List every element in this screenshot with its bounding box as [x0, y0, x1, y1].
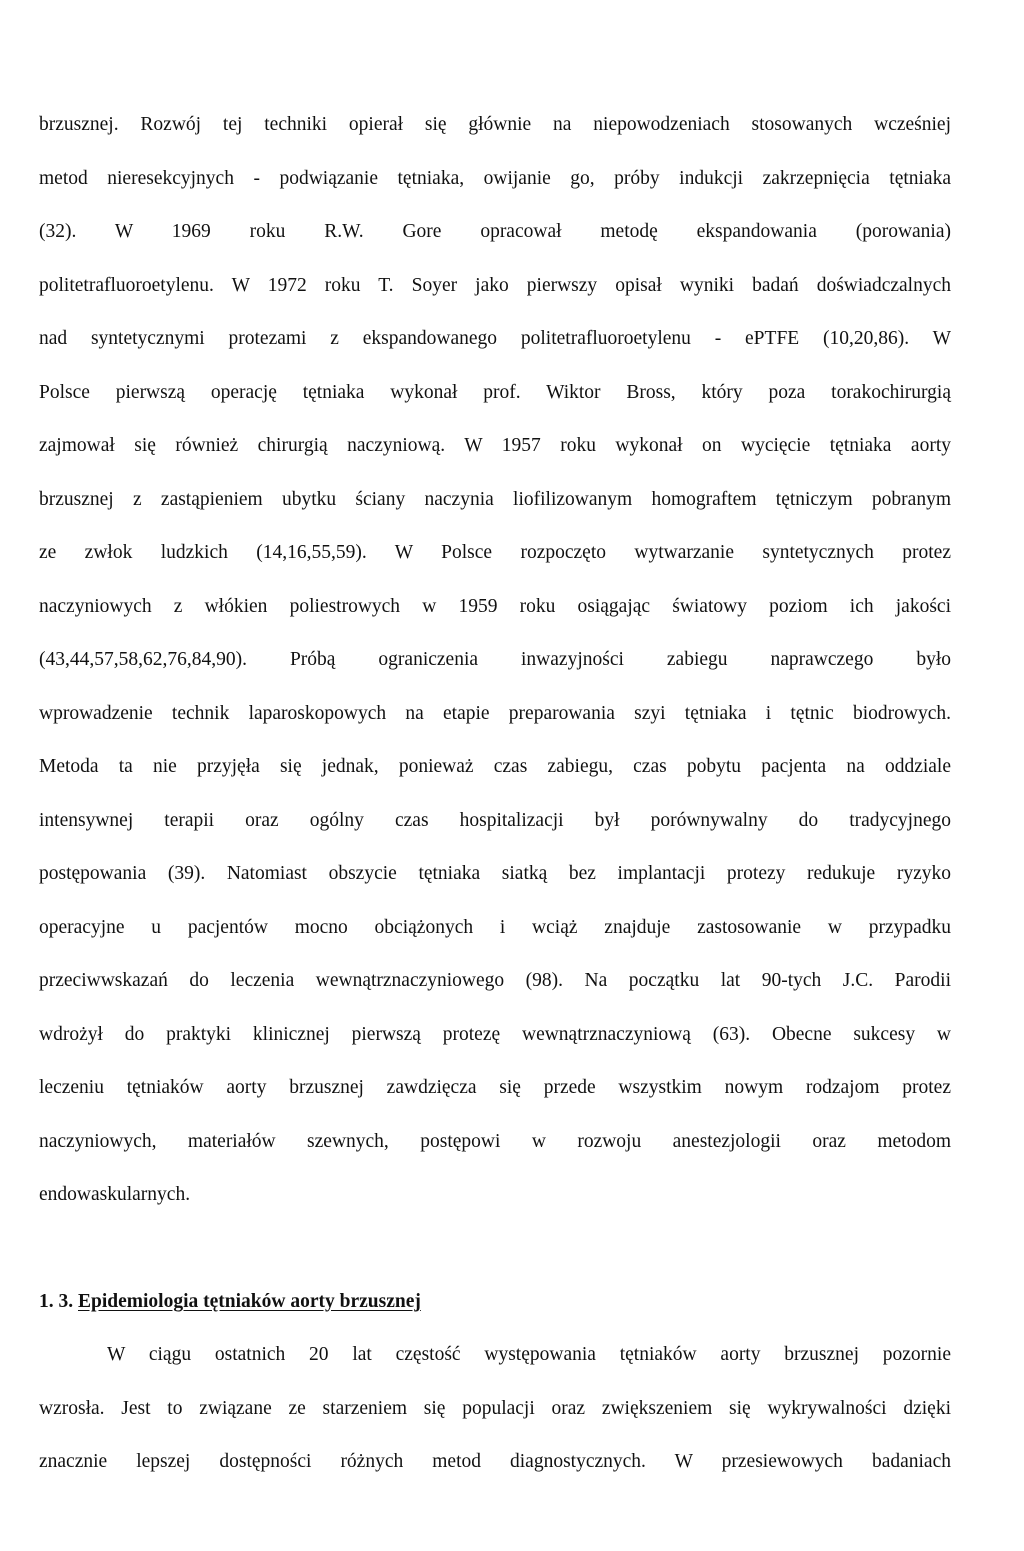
text-line: metod nieresekcyjnych - podwiązanie tętniaka, owijanie go, próby indukcji zakrzepnięcia tętniaka — [39, 168, 951, 189]
section-title: Epidemiologia tętniaków aorty brzusznej — [78, 1291, 421, 1312]
text-line: znacznie lepszej dostępności różnych metod diagnostycznych. W przesiewowych badaniach — [39, 1451, 951, 1472]
text-line: brzusznej z zastąpieniem ubytku ściany naczynia liofilizowanym homograftem tętniczym pobranym — [39, 489, 951, 510]
section-heading — [39, 1290, 421, 1314]
text-line: naczyniowych z włókien poliestrowych w 1959 roku osiągając światowy poziom ich jakości — [39, 596, 951, 617]
text-line: zajmował się również chirurgią naczyniową. W 1957 roku wykonał on wycięcie tętniaka aorty — [39, 435, 951, 456]
text-line: endowaskularnych. — [39, 1184, 191, 1205]
text-line: intensywnej terapii oraz ogólny czas hospitalizacji był porównywalny do tradycyjnego — [39, 810, 951, 831]
text-line: brzusznej. Rozwój tej techniki opierał się głównie na niepowodzeniach stosowanych wcześniej — [39, 114, 951, 135]
text-line: (43,44,57,58,62,76,84,90). Próbą ograniczenia inwazyjności zabiegu naprawczego było — [39, 649, 951, 670]
text-line: (32). W 1969 roku R.W. Gore opracował metodę ekspandowania (porowania) — [39, 221, 951, 242]
text-line: W ciągu ostatnich 20 lat częstość występowania tętniaków aorty brzusznej pozornie — [107, 1344, 951, 1365]
text-line: wzrosła. Jest to związane ze starzeniem się populacji oraz zwiększeniem się wykrywalności dzięki — [39, 1398, 951, 1419]
text-line: leczeniu tętniaków aorty brzusznej zawdzięcza się przede wszystkim nowym rodzajom protez — [39, 1077, 951, 1098]
section-number: 1. 3. — [39, 1291, 74, 1312]
text-line: politetrafluoroetylenu. W 1972 roku T. Soyer jako pierwszy opisał wyniki badań doświadczalnych — [39, 275, 951, 296]
text-line: Polsce pierwszą operację tętniaka wykonał prof. Wiktor Bross, który poza torakochirurgią — [39, 382, 951, 403]
text-line: wdrożył do praktyki klinicznej pierwszą protezę wewnątrznaczyniową (63). Obecne sukcesy w — [39, 1024, 951, 1045]
text-line: operacyjne u pacjentów mocno obciążonych i wciąż znajduje zastosowanie w przypadku — [39, 917, 951, 938]
text-line: ze zwłok ludzkich (14,16,55,59). W Polsce rozpoczęto wytwarzanie syntetycznych protez — [39, 542, 951, 563]
text-line: naczyniowych, materiałów szewnych, postępowi w rozwoju anestezjologii oraz metodom — [39, 1131, 951, 1152]
text-line: nad syntetycznymi protezami z ekspandowanego politetrafluoroetylenu - ePTFE (10,20,86). W — [39, 328, 951, 349]
text-line: przeciwwskazań do leczenia wewnątrznaczyniowego (98). Na początku lat 90-tych J.C. Parodii — [39, 970, 951, 991]
text-line: Metoda ta nie przyjęła się jednak, ponieważ czas zabiegu, czas pobytu pacjenta na oddziale — [39, 756, 951, 777]
text-line: wprowadzenie technik laparoskopowych na etapie preparowania szyi tętniaka i tętnic biodrowych. — [39, 703, 951, 724]
text-line: postępowania (39). Natomiast obszycie tętniaka siatką bez implantacji protezy redukuje ryzyko — [39, 863, 951, 884]
